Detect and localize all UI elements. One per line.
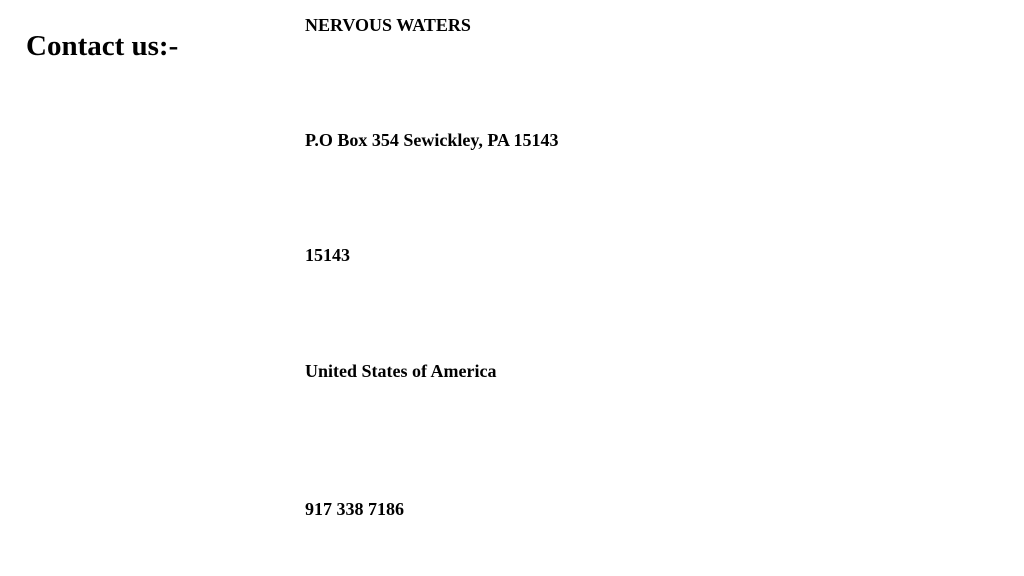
page-title: Contact us:- (26, 30, 179, 62)
postal-address: P.O Box 354 Sewickley, PA 15143 (305, 130, 559, 150)
zip-code: 15143 (305, 245, 350, 265)
phone-number: 917 338 7186 (305, 499, 404, 519)
country: United States of America (305, 361, 497, 381)
company-name: NERVOUS WATERS (305, 15, 471, 35)
